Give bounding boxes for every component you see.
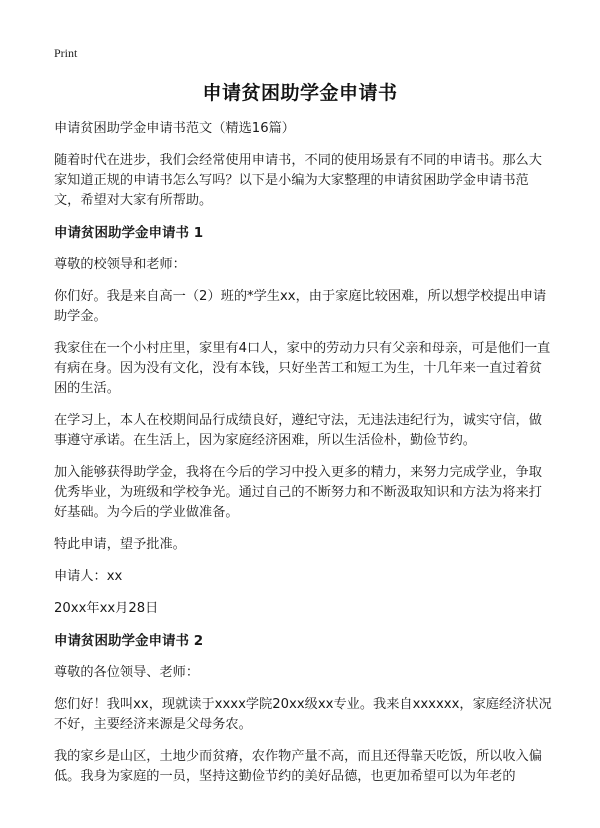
letter1-heading: 申请贫困助学金申请书 1 <box>54 225 204 241</box>
intro-paragraph: 随着时代在进步，我们会经常使用申请书，不同的使用场景有不同的申请书。那么大家知道正规的申请书怎么写吗？以下是小编为大家整理的申请贫困助学金申请书范文，希望对大家有所帮助。 <box>54 153 542 208</box>
letter1-paragraph-1: 你们好。我是来自高一（2）班的*学生xx，由于家庭比较困难，所以想学校提出申请助学金。 <box>54 289 547 324</box>
letter1-date: 20xx年xx月28日 <box>54 601 159 616</box>
print-link[interactable]: Print <box>54 46 78 60</box>
letter1-closing: 特此申请，望予批准。 <box>54 537 186 552</box>
letter2-heading: 申请贫困助学金申请书 2 <box>54 633 204 649</box>
document-title: 申请贫困助学金申请书 <box>202 82 398 104</box>
letter1-salutation: 尊敬的校领导和老师： <box>54 257 186 272</box>
letter1-paragraph-3: 在学习上，本人在校期间品行成绩良好，遵纪守法，无违法违纪行为，诚实守信，做事遵守承诺。在生活上，因为家庭经济困难，所以生活俭朴，勤俭节约。 <box>54 413 542 448</box>
letter2-salutation: 尊敬的各位领导、老师： <box>54 665 200 680</box>
letter1-signature: 申请人：xx <box>54 569 123 584</box>
document-body <box>54 119 554 799</box>
letter1-paragraph-2: 我家住在一个小村庄里，家里有4口人，家中的劳动力只有父亲和母亲，可是他们一直有病在身。因为没有文化，没有本钱，只好坐苦工和短工为生，十几年来一直过着贫困的生活。 <box>54 341 551 396</box>
letter1-paragraph-4: 加入能够获得助学金，我将在今后的学习中投入更多的精力，来努力完成学业，争取优秀毕业，为班级和学校争光。通过自己的不断努力和不断汲取知识和方法为将来打好基础。为今后的学业做准备。 <box>54 465 542 520</box>
letter2-paragraph-1: 您们好！我叫xx，现就读于xxxx学院20xx级xx专业。我来自xxxxxx，家庭经济状况不好，主要经济来源是父母务农。 <box>54 697 552 732</box>
document-subtitle: 申请贫困助学金申请书范文（精选16篇） <box>54 121 295 136</box>
letter2-paragraph-2: 我的家乡是山区，土地少而贫瘠，农作物产量不高，而且还得靠天吃饭，所以收入偏低。我身为家庭的一员，坚持这勤俭节约的美好品德，也更加希望可以为年老的 <box>54 749 542 784</box>
